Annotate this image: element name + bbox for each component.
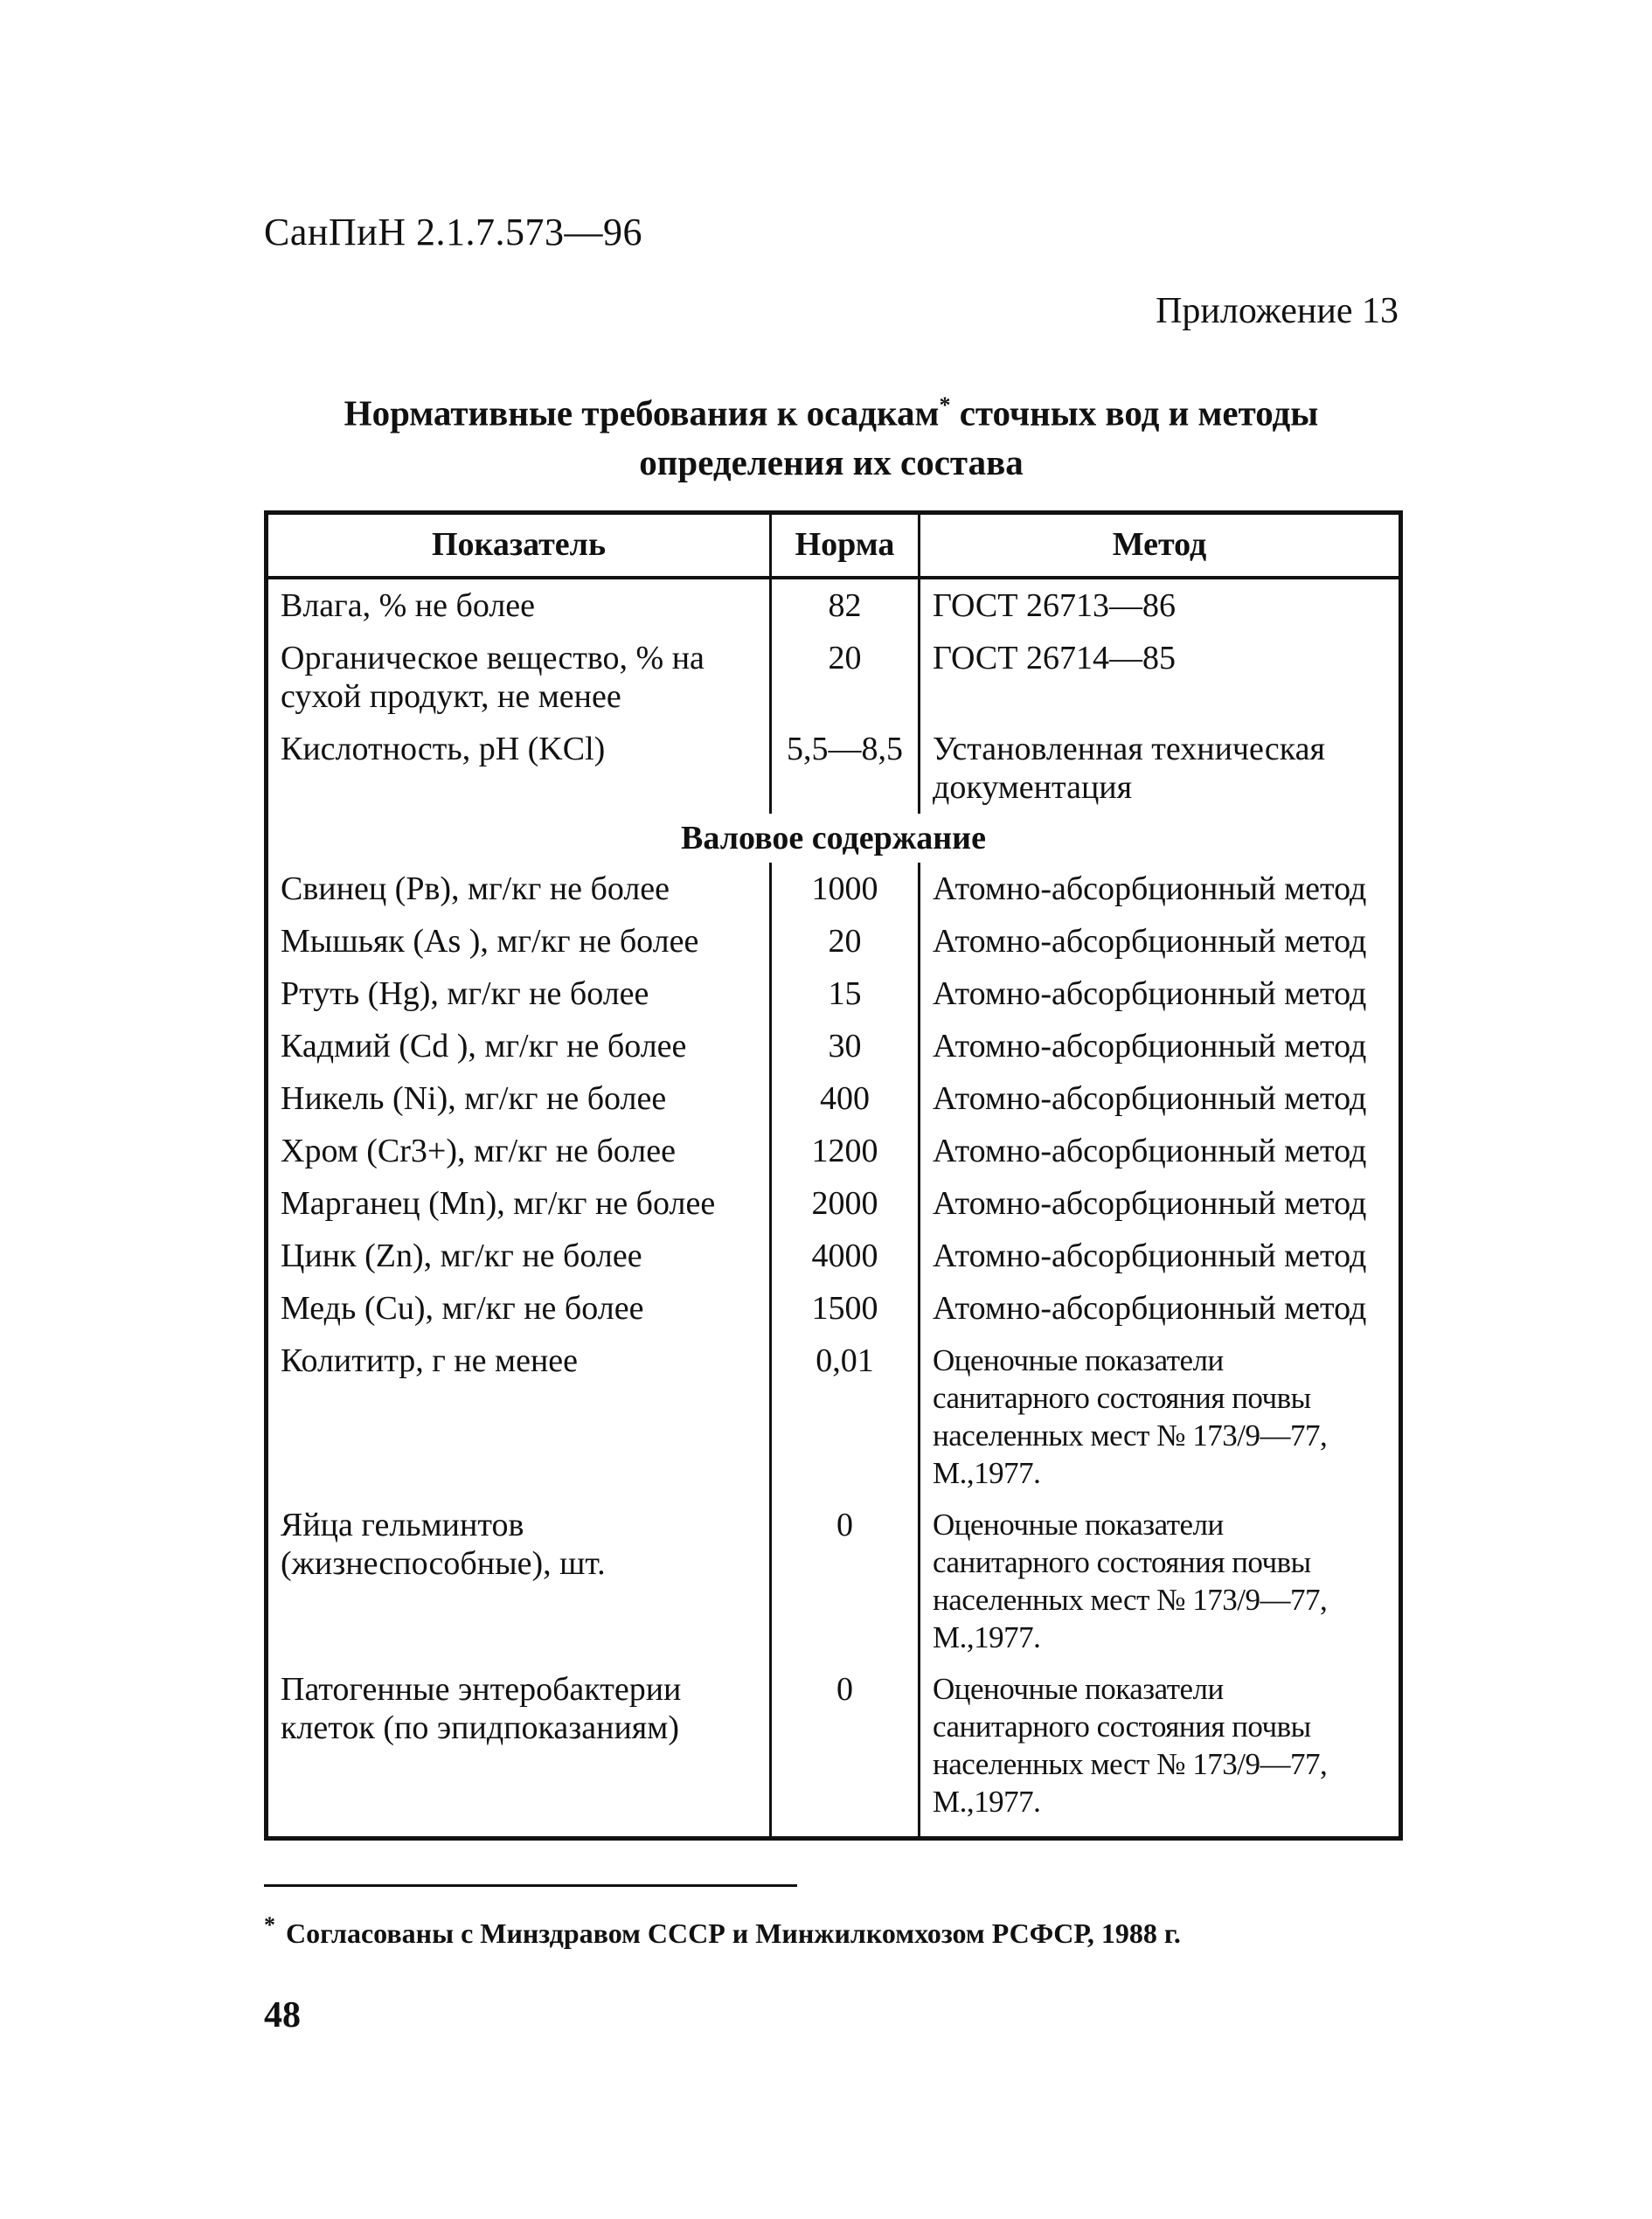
cell-indicator: Кислотность, pH (KCl) [267,723,771,814]
cell-method: Атомно-абсорбционный метод [933,1238,1367,1274]
footnote-divider [264,1884,797,1887]
header-norm: Норма [771,513,920,579]
header-indicator: Показатель [267,513,771,579]
document-title [264,381,1399,487]
cell-method: Атомно-абсорбционный метод [933,975,1367,1012]
footnote-text: Согласованы с Минздравом СССР и Минжилкомхозом РСФСР, 1988 г. [286,1917,1181,1949]
cell-indicator: Органическое вещество, % на сухой продукт, не менее [267,632,771,723]
table-row [267,1177,1401,1230]
cell-norm: 0 [771,1663,920,1839]
table-row [267,723,1401,814]
table-row [267,1072,1401,1125]
cell-indicator: Хром (Cr3+), мг/кг не более [267,1125,771,1177]
table-row [267,1020,1401,1072]
cell-method: Оценочные показатели санитарного состояния почвы населенных мест № 173/9—77, М.,1977. [933,1672,1328,1819]
cell-norm: 15 [771,967,920,1020]
table-row [267,1230,1401,1282]
page-number: 48 [264,1995,301,2035]
footnote [264,1912,1181,1950]
table-header-row [267,513,1401,579]
cell-norm: 20 [771,632,920,723]
title-footnote-mark: * [939,392,951,418]
cell-method: Атомно-абсорбционный метод [933,1290,1367,1327]
cell-norm: 1500 [771,1282,920,1335]
cell-method: Атомно-абсорбционный метод [933,1028,1367,1064]
cell-norm: 30 [771,1020,920,1072]
norms-table [264,510,1403,1841]
cell-norm: 2000 [771,1177,920,1230]
cell-norm: 0 [771,1499,920,1663]
cell-norm: 400 [771,1072,920,1125]
cell-indicator: Свинец (Рв), мг/кг не более [267,863,771,915]
table-row [267,863,1401,915]
table-row [267,1335,1401,1499]
cell-norm: 5,5—8,5 [771,723,920,814]
table-row [267,578,1401,632]
cell-method: ГОСТ 26714—85 [933,640,1176,676]
appendix-label: Приложение 13 [1156,291,1399,331]
cell-norm: 20 [771,915,920,967]
cell-method: Установленная техническая документация [933,731,1325,806]
cell-indicator: Марганец (Mn), мг/кг не более [267,1177,771,1230]
table-row [267,1282,1401,1335]
cell-norm: 82 [771,578,920,632]
title-line-1: Нормативные требования к осадкам [344,392,940,433]
cell-indicator: Колититр, г не менее [267,1335,771,1499]
cell-indicator: Влага, % не более [267,578,771,632]
cell-indicator: Кадмий (Cd ), мг/кг не более [267,1020,771,1072]
cell-method: ГОСТ 26713—86 [933,587,1176,624]
cell-norm: 1000 [771,863,920,915]
cell-indicator: Ртуть (Hg), мг/кг не более [267,967,771,1020]
cell-indicator: Медь (Cu), мг/кг не более [267,1282,771,1335]
table-row [267,1499,1401,1663]
table-row [267,1663,1401,1839]
title-line-2: определения их состава [639,441,1024,482]
table-row [267,915,1401,967]
header-method: Метод [920,513,1401,579]
footnote-mark: * [264,1912,275,1938]
table-row [267,967,1401,1020]
cell-indicator: Яйца гельминтов (жизнеспособные), шт. [267,1499,771,1663]
cell-norm: 1200 [771,1125,920,1177]
cell-norm: 4000 [771,1230,920,1282]
table-row [267,1125,1401,1177]
cell-method: Атомно-абсорбционный метод [933,1080,1367,1117]
document-code: СанПиН 2.1.7.573—96 [264,211,643,253]
cell-indicator: Мышьяк (As ), мг/кг не более [267,915,771,967]
cell-method: Атомно-абсорбционный метод [933,923,1367,960]
table-row [267,632,1401,723]
cell-method: Оценочные показатели санитарного состояния почвы населенных мест № 173/9—77, М.,1977. [933,1343,1328,1490]
cell-method: Атомно-абсорбционный метод [933,1185,1367,1222]
cell-indicator: Патогенные энтеробактерии клеток (по эпидпоказаниям) [267,1663,771,1839]
cell-method: Атомно-абсорбционный метод [933,870,1367,907]
section-title: Валовое содержание [681,820,986,856]
cell-indicator: Цинк (Zn), мг/кг не более [267,1230,771,1282]
cell-method: Атомно-абсорбционный метод [933,1133,1367,1169]
cell-norm: 0,01 [771,1335,920,1499]
cell-indicator: Никель (Ni), мг/кг не более [267,1072,771,1125]
cell-method: Оценочные показатели санитарного состояния почвы населенных мест № 173/9—77, М.,1977. [933,1508,1328,1654]
section-row [267,814,1401,863]
title-line-1-end: сточных вод и методы [950,392,1319,433]
